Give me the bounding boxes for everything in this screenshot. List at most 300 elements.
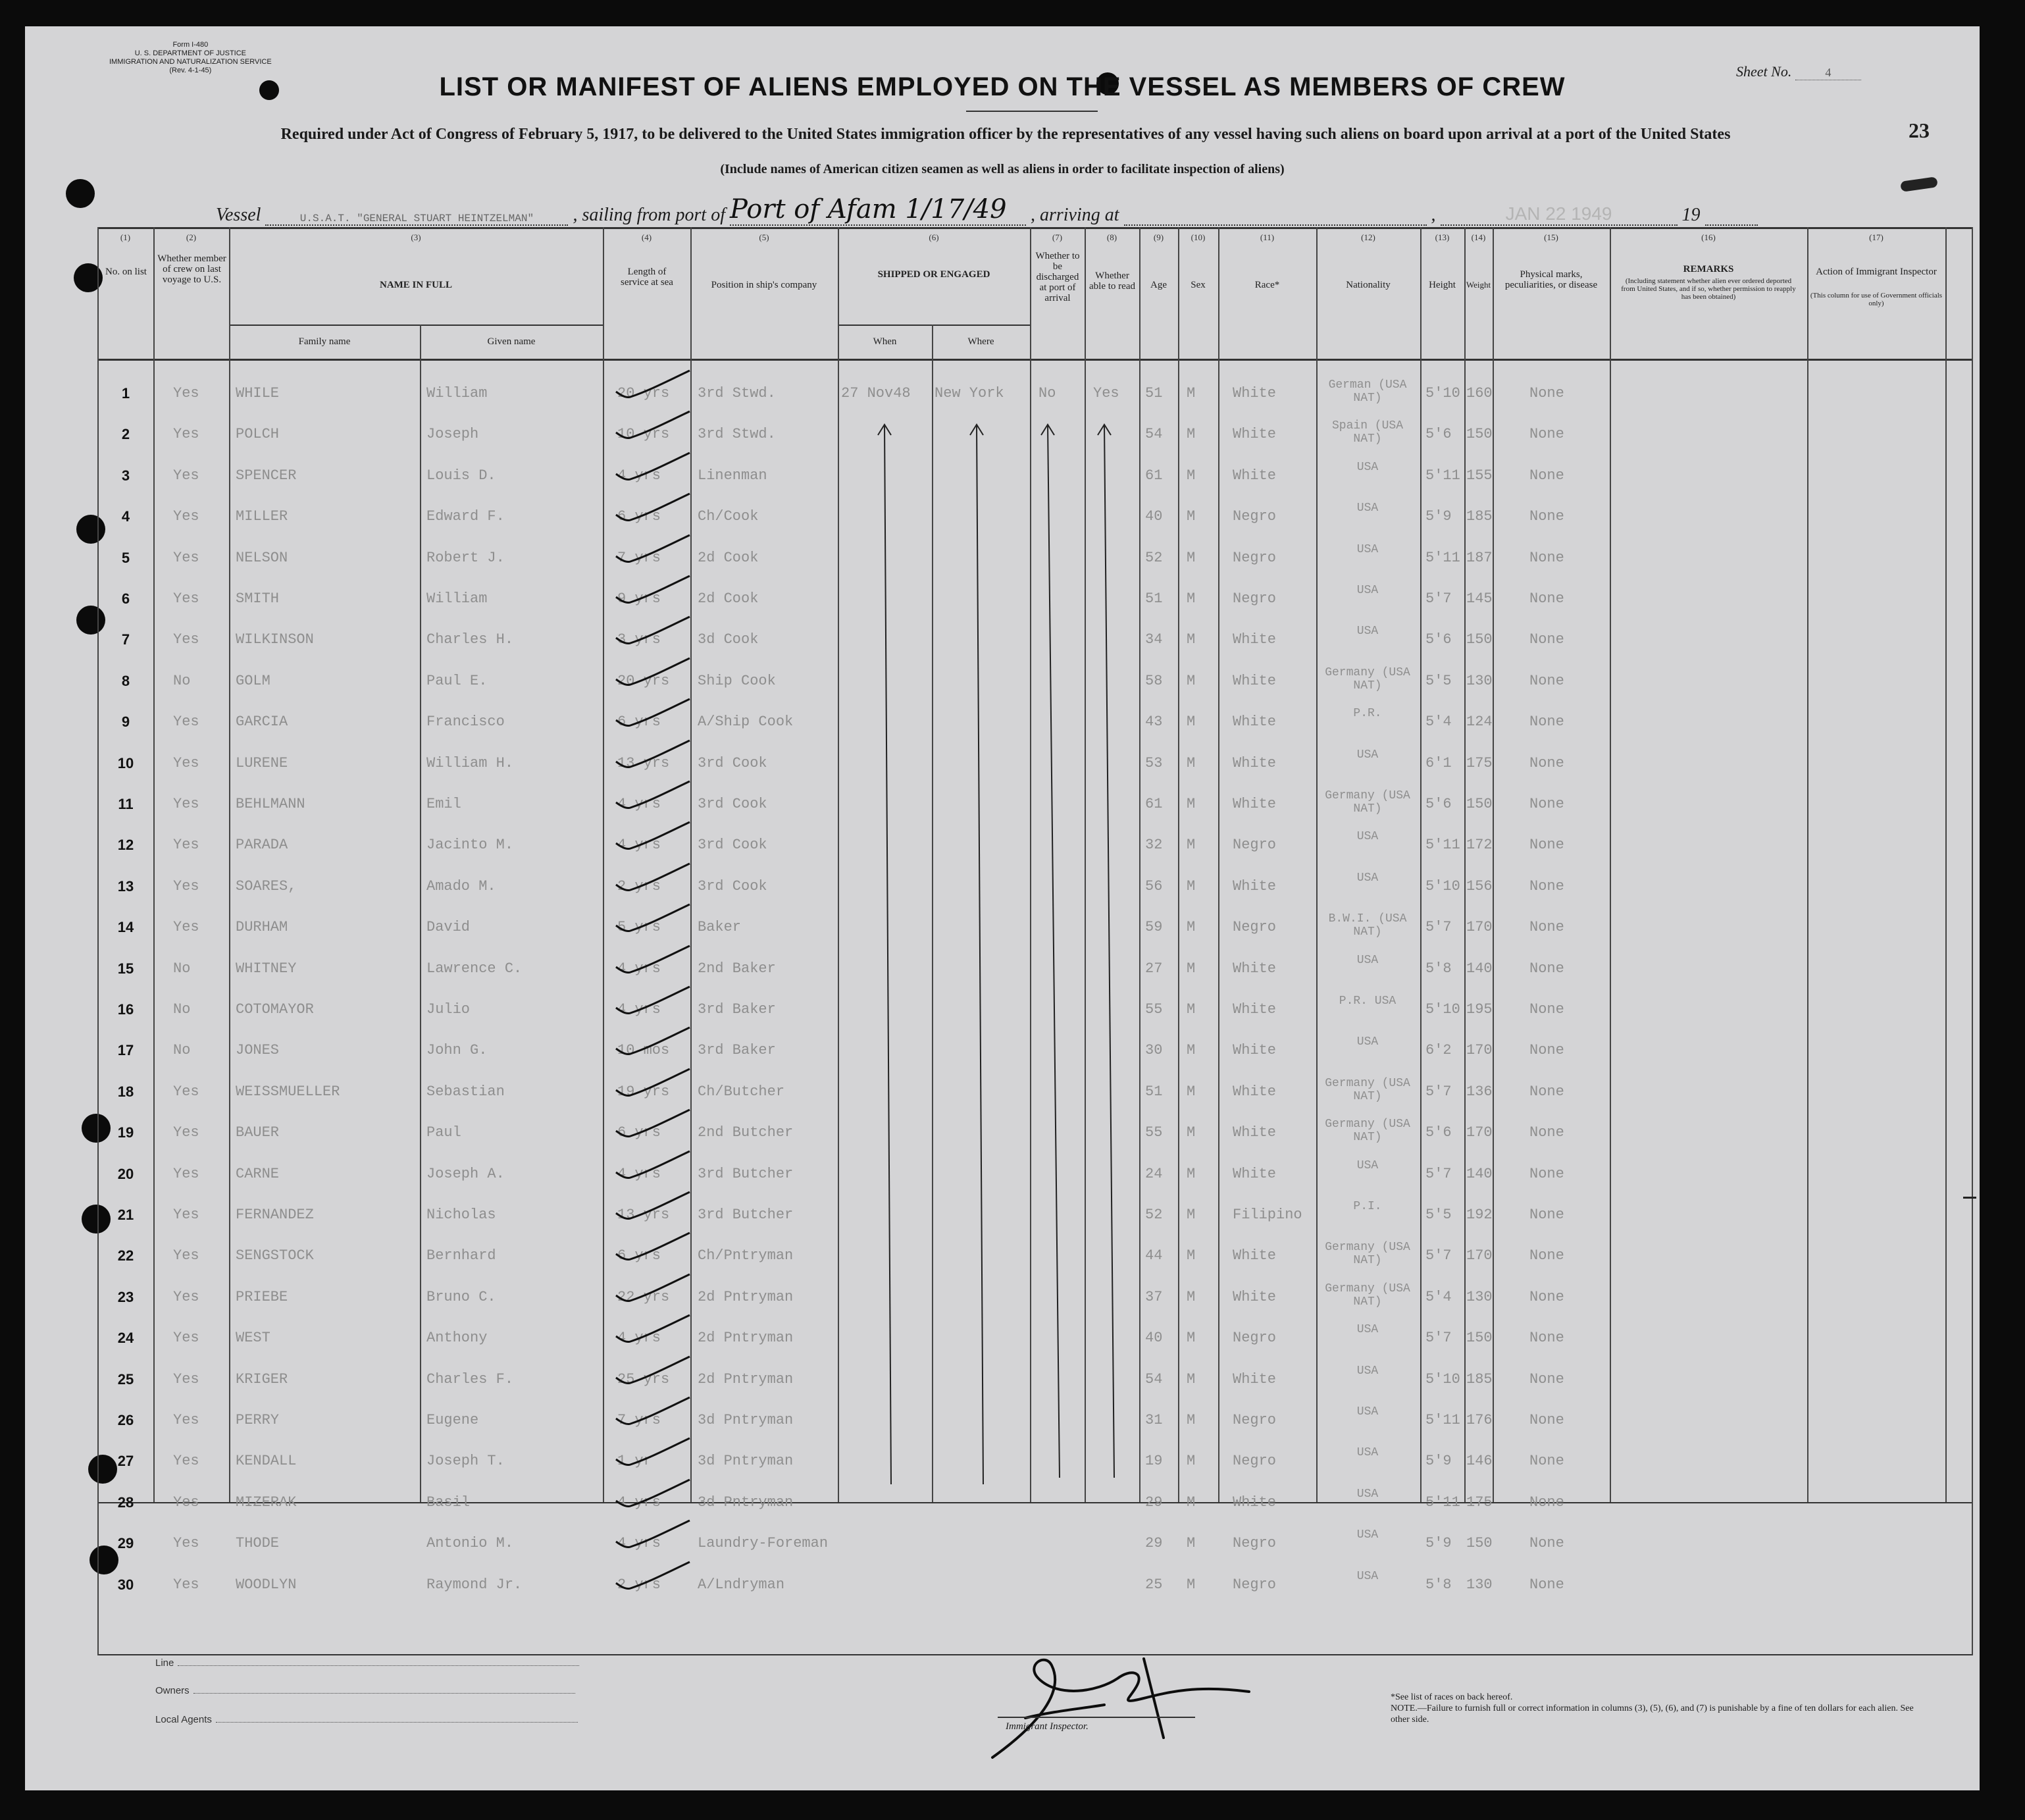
weight-cell: 185: [1466, 508, 1493, 525]
nationality-cell: Germany (USA NAT): [1325, 789, 1410, 816]
row-number: 7: [121, 631, 130, 648]
physical-marks-cell: None: [1529, 1001, 1564, 1018]
nationality-cell: USA: [1356, 1446, 1379, 1460]
row-number: 8: [121, 672, 130, 689]
physical-marks-cell: None: [1529, 1330, 1564, 1347]
given-name-cell: Louis D.: [426, 467, 496, 484]
weight-cell: 172: [1466, 837, 1493, 854]
family-name-cell: WHITNEY: [236, 960, 297, 977]
age-cell: 61: [1145, 796, 1163, 812]
last-voyage-cell: Yes: [173, 385, 199, 402]
last-voyage-cell: Yes: [173, 919, 199, 936]
weight-cell: 145: [1466, 590, 1493, 607]
row-number: 19: [117, 1124, 134, 1141]
nationality-cell: USA: [1356, 502, 1379, 515]
weight-cell: 130: [1466, 1576, 1493, 1593]
given-name-cell: Anthony: [426, 1330, 488, 1347]
footer-notes: [1391, 1692, 1930, 1725]
weight-cell: 150: [1466, 1330, 1493, 1347]
vessel-label: Vessel: [216, 205, 261, 225]
position-cell: Ship Cook: [698, 672, 776, 689]
given-name-cell: Sebastian: [426, 1083, 505, 1100]
col-header-when: When: [873, 336, 897, 347]
height-cell: 5'9: [1425, 508, 1452, 525]
penalty-note: NOTE.—Failure to furnish full or correct information in columns (3), (5), (6), and (7) is punishable by a fine of ten dollars for each alien. See other side.: [1391, 1703, 1914, 1725]
height-cell: 5'10: [1425, 385, 1460, 402]
height-cell: 5'9: [1425, 1535, 1452, 1552]
nationality-cell: USA: [1356, 1035, 1379, 1049]
family-name-cell: BAUER: [236, 1124, 280, 1141]
col-num: (5): [759, 232, 769, 242]
col-header-weight: Weight: [1466, 280, 1491, 290]
position-cell: 3rd Cook: [698, 837, 767, 854]
col-header-family-name: Family name: [298, 336, 351, 347]
age-cell: 55: [1145, 1001, 1163, 1018]
row-number: 16: [117, 1001, 134, 1018]
given-name-cell: Paul: [426, 1124, 461, 1141]
sex-cell: M: [1187, 1412, 1196, 1428]
nationality-cell: Germany (USA NAT): [1325, 1282, 1410, 1309]
position-cell: A/Ship Cook: [698, 714, 794, 731]
row-number: 24: [117, 1330, 134, 1347]
service-cell: 6 yrs: [617, 714, 661, 731]
last-voyage-cell: No: [173, 960, 191, 977]
position-cell: 3rd Butcher: [698, 1207, 794, 1223]
race-cell: Negro: [1233, 837, 1277, 854]
position-cell: 3rd Cook: [698, 796, 767, 812]
race-cell: White: [1233, 960, 1277, 977]
height-cell: 5'8: [1425, 960, 1452, 977]
given-name-cell: Joseph A.: [426, 1165, 505, 1182]
given-name-cell: Robert J.: [426, 549, 505, 566]
family-name-cell: PRIEBE: [236, 1288, 288, 1305]
margin-mark: [1900, 176, 1938, 192]
nationality-cell: USA: [1356, 830, 1379, 844]
race-cell: White: [1233, 714, 1277, 731]
last-voyage-cell: Yes: [173, 1535, 199, 1552]
col-num: (14): [1471, 232, 1486, 242]
nationality-cell: P.R.: [1353, 707, 1382, 721]
form-identifier: [109, 41, 272, 75]
shipped-when-cell: 27 Nov48: [841, 385, 911, 402]
sex-cell: M: [1187, 1453, 1196, 1470]
age-cell: 53: [1145, 754, 1163, 771]
col-header-sex: Sex: [1191, 280, 1206, 290]
last-voyage-cell: No: [173, 1001, 191, 1018]
physical-marks-cell: None: [1529, 549, 1564, 566]
weight-cell: 124: [1466, 714, 1493, 731]
col-header-marks: Physical marks, peculiarities, or disease: [1504, 269, 1598, 290]
family-name-cell: KRIGER: [236, 1370, 288, 1388]
height-cell: 6'2: [1425, 1042, 1452, 1059]
race-cell: White: [1233, 1124, 1277, 1141]
age-cell: 37: [1145, 1288, 1163, 1305]
vessel-line: Vessel U.S.A.T. "GENERAL STUART HEINTZELMAN" , sailing from port of Port of Afam 1/17/49 , arriving at , JAN 22 1949 19: [216, 194, 1758, 226]
sex-cell: M: [1187, 714, 1196, 731]
age-cell: 56: [1145, 877, 1163, 895]
position-cell: 3d Pntryman: [698, 1453, 794, 1470]
arriving-value: [1124, 203, 1427, 226]
age-cell: 44: [1145, 1247, 1163, 1264]
given-name-cell: Bernhard: [426, 1247, 496, 1264]
nationality-cell: Spain (USA NAT): [1331, 419, 1404, 446]
position-cell: 2d Cook: [698, 590, 759, 607]
last-voyage-cell: Yes: [173, 1412, 199, 1428]
col-header-nationality: Nationality: [1346, 280, 1391, 290]
service-cell: 2 yrs: [617, 1576, 661, 1593]
height-cell: 6'1: [1425, 754, 1452, 771]
weight-cell: 155: [1466, 467, 1493, 484]
margin-mark: [1963, 1197, 1976, 1199]
given-name-cell: Antonio M.: [426, 1535, 514, 1552]
position-cell: 3rd Baker: [698, 1042, 776, 1059]
family-name-cell: FERNANDEZ: [236, 1207, 314, 1223]
col-header-race: Race*: [1254, 280, 1280, 290]
physical-marks-cell: None: [1529, 714, 1564, 731]
position-cell: 2d Cook: [698, 549, 759, 566]
row-number: 14: [117, 919, 134, 936]
service-cell: 10 yrs: [617, 426, 670, 443]
service-name: IMMIGRATION AND NATURALIZATION SERVICE: [109, 58, 272, 66]
last-voyage-cell: Yes: [173, 1330, 199, 1347]
physical-marks-cell: None: [1529, 426, 1564, 443]
physical-marks-cell: None: [1529, 672, 1564, 689]
family-name-cell: LURENE: [236, 754, 288, 771]
weight-cell: 175: [1466, 1494, 1493, 1511]
nationality-cell: USA: [1356, 542, 1379, 556]
sex-cell: M: [1187, 919, 1196, 936]
weight-cell: 136: [1466, 1083, 1493, 1100]
year-value: [1705, 203, 1758, 226]
nationality-cell: German (USA NAT): [1328, 378, 1407, 405]
service-cell: 3 yrs: [617, 631, 661, 648]
col-header-where: Where: [967, 336, 994, 347]
arriving-label: , arriving at: [1030, 205, 1119, 225]
col-num: (11): [1260, 232, 1275, 242]
agents-label: Local Agents: [155, 1714, 212, 1725]
age-cell: 61: [1145, 467, 1163, 484]
last-voyage-cell: Yes: [173, 631, 199, 648]
position-cell: 3rd Butcher: [698, 1165, 794, 1182]
race-cell: White: [1233, 1165, 1277, 1182]
position-cell: 3rd Stwd.: [698, 385, 776, 402]
age-cell: 54: [1145, 1370, 1163, 1388]
ditto-arrow-read: [1104, 425, 1114, 1478]
height-cell: 5'4: [1425, 1288, 1452, 1305]
inspector-label: Immigrant Inspector.: [1006, 1721, 1089, 1732]
physical-marks-cell: None: [1529, 1412, 1564, 1428]
age-cell: 27: [1145, 960, 1163, 977]
sex-cell: M: [1187, 1370, 1196, 1388]
height-cell: 5'8: [1425, 1576, 1452, 1593]
col-num: (3): [411, 232, 421, 242]
given-name-cell: Nicholas: [426, 1207, 496, 1223]
height-cell: 5'6: [1425, 796, 1452, 812]
service-cell: 10 mos: [617, 1042, 670, 1059]
age-cell: 31: [1145, 1412, 1163, 1428]
last-voyage-cell: Yes: [173, 877, 199, 895]
given-name-cell: Jacinto M.: [426, 837, 514, 854]
last-voyage-cell: Yes: [173, 467, 199, 484]
physical-marks-cell: None: [1529, 467, 1564, 484]
col-header-name: NAME IN FULL: [379, 280, 452, 290]
family-name-cell: GARCIA: [236, 714, 288, 731]
nationality-cell: USA: [1356, 1158, 1379, 1172]
race-cell: White: [1233, 426, 1277, 443]
physical-marks-cell: None: [1529, 1494, 1564, 1511]
race-cell: White: [1233, 467, 1277, 484]
sex-cell: M: [1187, 1165, 1196, 1182]
family-name-cell: MIZERAK: [236, 1494, 297, 1511]
last-voyage-cell: Yes: [173, 754, 199, 771]
weight-cell: 150: [1466, 796, 1493, 812]
nationality-cell: USA: [1356, 625, 1379, 638]
row-number: 18: [117, 1083, 134, 1100]
weight-cell: 150: [1466, 1535, 1493, 1552]
given-name-cell: Basil: [426, 1494, 471, 1511]
row-number: 23: [117, 1288, 134, 1305]
height-cell: 5'7: [1425, 590, 1452, 607]
age-cell: 24: [1145, 1165, 1163, 1182]
family-name-cell: WHILE: [236, 385, 280, 402]
position-cell: 3rd Cook: [698, 754, 767, 771]
age-cell: 29: [1145, 1494, 1163, 1511]
sex-cell: M: [1187, 796, 1196, 812]
last-voyage-cell: Yes: [173, 796, 199, 812]
able-to-read-cell: Yes: [1093, 385, 1119, 402]
age-cell: 59: [1145, 919, 1163, 936]
family-name-cell: WILKINSON: [236, 631, 314, 648]
service-cell: 4 yrs: [617, 1001, 661, 1018]
col-header-age: Age: [1150, 280, 1167, 290]
position-cell: A/Lndryman: [698, 1576, 785, 1593]
race-cell: White: [1233, 672, 1277, 689]
service-cell: 4 yrs: [617, 1330, 661, 1347]
subtitle-note: (Include names of American citizen seamen as well as aliens in order to facilitate inspection of aliens): [720, 162, 1285, 176]
age-cell: 55: [1145, 1124, 1163, 1141]
age-cell: 54: [1145, 426, 1163, 443]
row-number: 22: [117, 1247, 134, 1264]
given-name-cell: Amado M.: [426, 877, 496, 895]
row-number: 25: [117, 1370, 134, 1388]
weight-cell: 175: [1466, 754, 1493, 771]
col-num: (4): [641, 232, 652, 242]
height-cell: 5'11: [1425, 1412, 1460, 1428]
position-cell: 2d Pntryman: [698, 1288, 794, 1305]
race-cell: Negro: [1233, 919, 1277, 936]
nationality-cell: USA: [1356, 953, 1379, 967]
col-num: (8): [1106, 232, 1117, 242]
given-name-cell: William: [426, 385, 488, 402]
given-name-cell: Charles H.: [426, 631, 514, 648]
row-number: 6: [121, 590, 130, 607]
service-cell: 4 yrs: [617, 960, 661, 977]
row-number: 28: [117, 1494, 134, 1511]
physical-marks-cell: None: [1529, 1576, 1564, 1593]
family-name-cell: PARADA: [236, 837, 288, 854]
given-name-cell: Bruno C.: [426, 1288, 496, 1305]
height-cell: 5'7: [1425, 1165, 1452, 1182]
height-cell: 5'10: [1425, 1001, 1460, 1018]
age-cell: 58: [1145, 672, 1163, 689]
given-name-cell: William: [426, 590, 488, 607]
race-cell: Negro: [1233, 590, 1277, 607]
given-name-cell: Raymond Jr.: [426, 1576, 523, 1593]
family-name-cell: SENGSTOCK: [236, 1247, 314, 1264]
nationality-cell: USA: [1356, 584, 1379, 597]
sex-cell: M: [1187, 960, 1196, 977]
position-cell: Baker: [698, 919, 742, 936]
table-row: [97, 1528, 1973, 1569]
last-voyage-cell: Yes: [173, 1453, 199, 1470]
last-voyage-cell: Yes: [173, 590, 199, 607]
row-number: 2: [121, 426, 130, 443]
sex-cell: M: [1187, 1247, 1196, 1264]
service-cell: 19 yrs: [617, 1083, 670, 1100]
height-cell: 5'7: [1425, 1247, 1452, 1264]
physical-marks-cell: None: [1529, 590, 1564, 607]
race-cell: White: [1233, 1042, 1277, 1059]
col-header-last-voyage: Whether member of crew on last voyage to U.S.: [157, 253, 226, 285]
last-voyage-cell: Yes: [173, 1247, 199, 1264]
nationality-cell: USA: [1356, 1528, 1379, 1542]
col-header-service: Length of service at sea: [621, 267, 673, 288]
col-num: (16): [1701, 232, 1716, 242]
punch-hole: [66, 179, 95, 208]
family-name-cell: BEHLMANN: [236, 796, 305, 812]
physical-marks-cell: None: [1529, 385, 1564, 402]
title-underline: [966, 111, 1098, 112]
row-number: 17: [117, 1042, 134, 1059]
weight-cell: 176: [1466, 1412, 1493, 1428]
race-cell: Negro: [1233, 1535, 1277, 1552]
height-cell: 5'6: [1425, 631, 1452, 648]
given-name-cell: David: [426, 919, 471, 936]
position-cell: Ch/Butcher: [698, 1083, 785, 1100]
service-cell: 9 yrs: [617, 590, 661, 607]
crew-table: [97, 227, 1973, 1655]
row-number: 20: [117, 1165, 134, 1182]
nationality-cell: Germany (USA NAT): [1325, 665, 1410, 692]
family-name-cell: THODE: [236, 1535, 280, 1552]
height-cell: 5'11: [1425, 549, 1460, 566]
race-cell: Negro: [1233, 1576, 1277, 1593]
race-cell: White: [1233, 877, 1277, 895]
sex-cell: M: [1187, 754, 1196, 771]
weight-cell: 185: [1466, 1370, 1493, 1388]
discharged-cell: No: [1038, 385, 1056, 402]
row-number: 27: [117, 1453, 134, 1470]
last-voyage-cell: No: [173, 672, 191, 689]
col-num: (7): [1052, 232, 1063, 242]
service-cell: 13 yrs: [617, 754, 670, 771]
physical-marks-cell: None: [1529, 754, 1564, 771]
age-cell: 32: [1145, 837, 1163, 854]
weight-cell: 170: [1466, 1124, 1493, 1141]
service-cell: 2 yrs: [617, 877, 661, 895]
sex-cell: M: [1187, 1535, 1196, 1552]
sex-cell: M: [1187, 1124, 1196, 1141]
form-number: Form I-480: [172, 41, 209, 49]
row-number: 4: [121, 508, 130, 525]
family-name-cell: KENDALL: [236, 1453, 297, 1470]
nationality-cell: USA: [1356, 460, 1379, 474]
height-cell: 5'11: [1425, 837, 1460, 854]
last-voyage-cell: Yes: [173, 1083, 199, 1100]
height-cell: 5'10: [1425, 877, 1460, 895]
height-cell: 5'7: [1425, 1083, 1452, 1100]
age-cell: 30: [1145, 1042, 1163, 1059]
weight-cell: 160: [1466, 385, 1493, 402]
race-cell: Negro: [1233, 1330, 1277, 1347]
physical-marks-cell: None: [1529, 919, 1564, 936]
given-name-cell: Joseph: [426, 426, 479, 443]
col-num: (6): [929, 232, 939, 242]
age-cell: 40: [1145, 1330, 1163, 1347]
row-number: 13: [117, 877, 134, 895]
race-cell: White: [1233, 1288, 1277, 1305]
col-header-no: No. on list: [105, 267, 147, 277]
age-cell: 34: [1145, 631, 1163, 648]
last-voyage-cell: No: [173, 1042, 191, 1059]
age-cell: 51: [1145, 385, 1163, 402]
arrival-date-stamp: JAN 22 1949: [1441, 203, 1678, 226]
sex-cell: M: [1187, 1494, 1196, 1511]
col-header-read: Whether able to read: [1089, 271, 1135, 292]
owners-label: Owners: [155, 1685, 190, 1696]
family-name-cell: SMITH: [236, 590, 280, 607]
position-cell: 3d Pntryman: [698, 1412, 794, 1428]
last-voyage-cell: Yes: [173, 1165, 199, 1182]
col-num: (9): [1153, 232, 1164, 242]
nationality-cell: Germany (USA NAT): [1325, 1118, 1410, 1145]
given-name-cell: Edward F.: [426, 508, 505, 525]
height-cell: 5'4: [1425, 714, 1452, 731]
service-cell: 6 yrs: [617, 1124, 661, 1141]
sex-cell: M: [1187, 467, 1196, 484]
nationality-cell: USA: [1356, 1487, 1379, 1501]
family-name-cell: WOODLYN: [236, 1576, 297, 1593]
physical-marks-cell: None: [1529, 837, 1564, 854]
family-name-cell: CARNE: [236, 1165, 280, 1182]
nationality-cell: USA: [1356, 1364, 1379, 1378]
weight-cell: 192: [1466, 1207, 1493, 1223]
service-cell: 25 yrs: [617, 1370, 670, 1388]
family-name-cell: WEISSMUELLER: [236, 1083, 340, 1100]
family-name-cell: DURHAM: [236, 919, 288, 936]
weight-cell: 187: [1466, 549, 1493, 566]
race-cell: White: [1233, 1247, 1277, 1264]
row-number: 9: [121, 714, 130, 731]
last-voyage-cell: Yes: [173, 1124, 199, 1141]
race-cell: Negro: [1233, 508, 1277, 525]
document-title: LIST OR MANIFEST OF ALIENS EMPLOYED ON THE VESSEL AS MEMBERS OF CREW: [439, 72, 1566, 101]
sex-cell: M: [1187, 837, 1196, 854]
physical-marks-cell: None: [1529, 1288, 1564, 1305]
given-name-cell: Paul E.: [426, 672, 488, 689]
manifest-sheet: [25, 26, 1980, 1790]
col-header-remarks: REMARKS: [1683, 264, 1734, 274]
height-cell: 5'11: [1425, 467, 1460, 484]
given-name-cell: Emil: [426, 796, 461, 812]
physical-marks-cell: None: [1529, 877, 1564, 895]
row-number: 26: [117, 1412, 134, 1428]
service-cell: 7 yrs: [617, 1412, 661, 1428]
inspector-signature: [946, 1639, 1275, 1777]
sailing-value: Port of Afam 1/17/49: [730, 194, 1026, 226]
col-header-action: Action of Immigrant Inspector: [1816, 267, 1937, 277]
service-cell: 4 yrs: [617, 467, 661, 484]
